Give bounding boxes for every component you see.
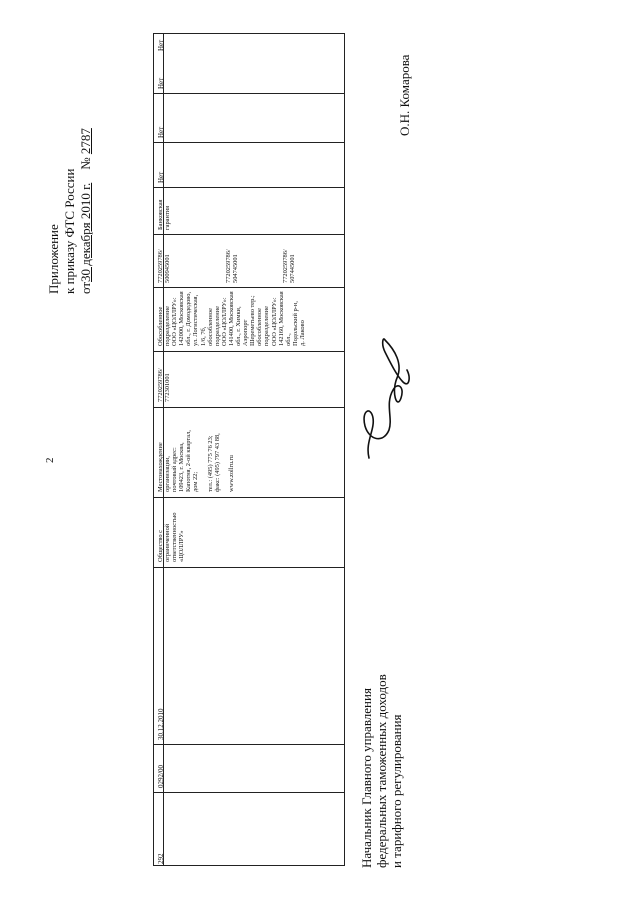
signatory-name: О.Н. Комарова (397, 54, 412, 136)
subdivision-inn-3: 7720259786/ 507445001 (282, 249, 297, 283)
flag-2: Нет (157, 126, 165, 138)
subdivision-inn-2: 7720259786/ 504745001 (225, 249, 240, 283)
appendix-title: Приложение (46, 224, 61, 294)
organization-name: Общество с ограниченной ответственностью «ЦОЛЛРУ» (157, 512, 186, 562)
subdivisions: Обособленное подразделение ООО «ЦОЛЛРУ»: 142000, Московская обл., г. Домодедово, ул. Логистическая, 1/6, 7б, обособленное подразделение ООО «ЦОЛЛРУ»: 141400, Московская обл., г. Химки, Аэропорт Шереметьево тер.; обособленное подразделение ООО «ЦОЛЛРУ»: 142160, Московская обл., Подольский р-н, д. Лаково (157, 291, 306, 346)
flag-1: Нет (157, 171, 165, 183)
registry-table (153, 33, 345, 866)
row-number: 292 (157, 853, 165, 864)
appendix-header (46, 128, 94, 294)
subdivision-inn-1: 7720259786/ 500945001 (157, 249, 172, 283)
certificate-code: 0292/00 (157, 765, 165, 788)
organization-address: Местонахождение организации, почтовый адрес: 109423, г. Москва, Капотня, 2-ой квартал, дом 22; тел.: (495) 775 76 23; факс: (495) 797 43 88, www.zollru.ru (157, 430, 235, 492)
issue-date: 30.12.2010 (157, 708, 165, 740)
appendix-date-line: от30 декабря 2010 г. № 2787 (78, 128, 93, 294)
appendix-order-ref: к приказу ФТС России (62, 168, 77, 294)
flag-4: Нет (157, 39, 165, 51)
number-label: № (78, 157, 93, 170)
signature (355, 330, 415, 470)
page-number: 2 (44, 457, 56, 463)
guarantee-type: Банковская гарантия (157, 199, 172, 230)
position-title: Начальник Главного управления федеральных таможенных доходов и тарифного регулирования (359, 674, 404, 868)
order-date: 30 декабря 2010 г. (78, 182, 93, 282)
flag-3: Нет (157, 77, 165, 89)
order-number: 2787 (78, 128, 93, 155)
organization-inn-kpp: 7720259786/ 772301001 (157, 368, 172, 402)
